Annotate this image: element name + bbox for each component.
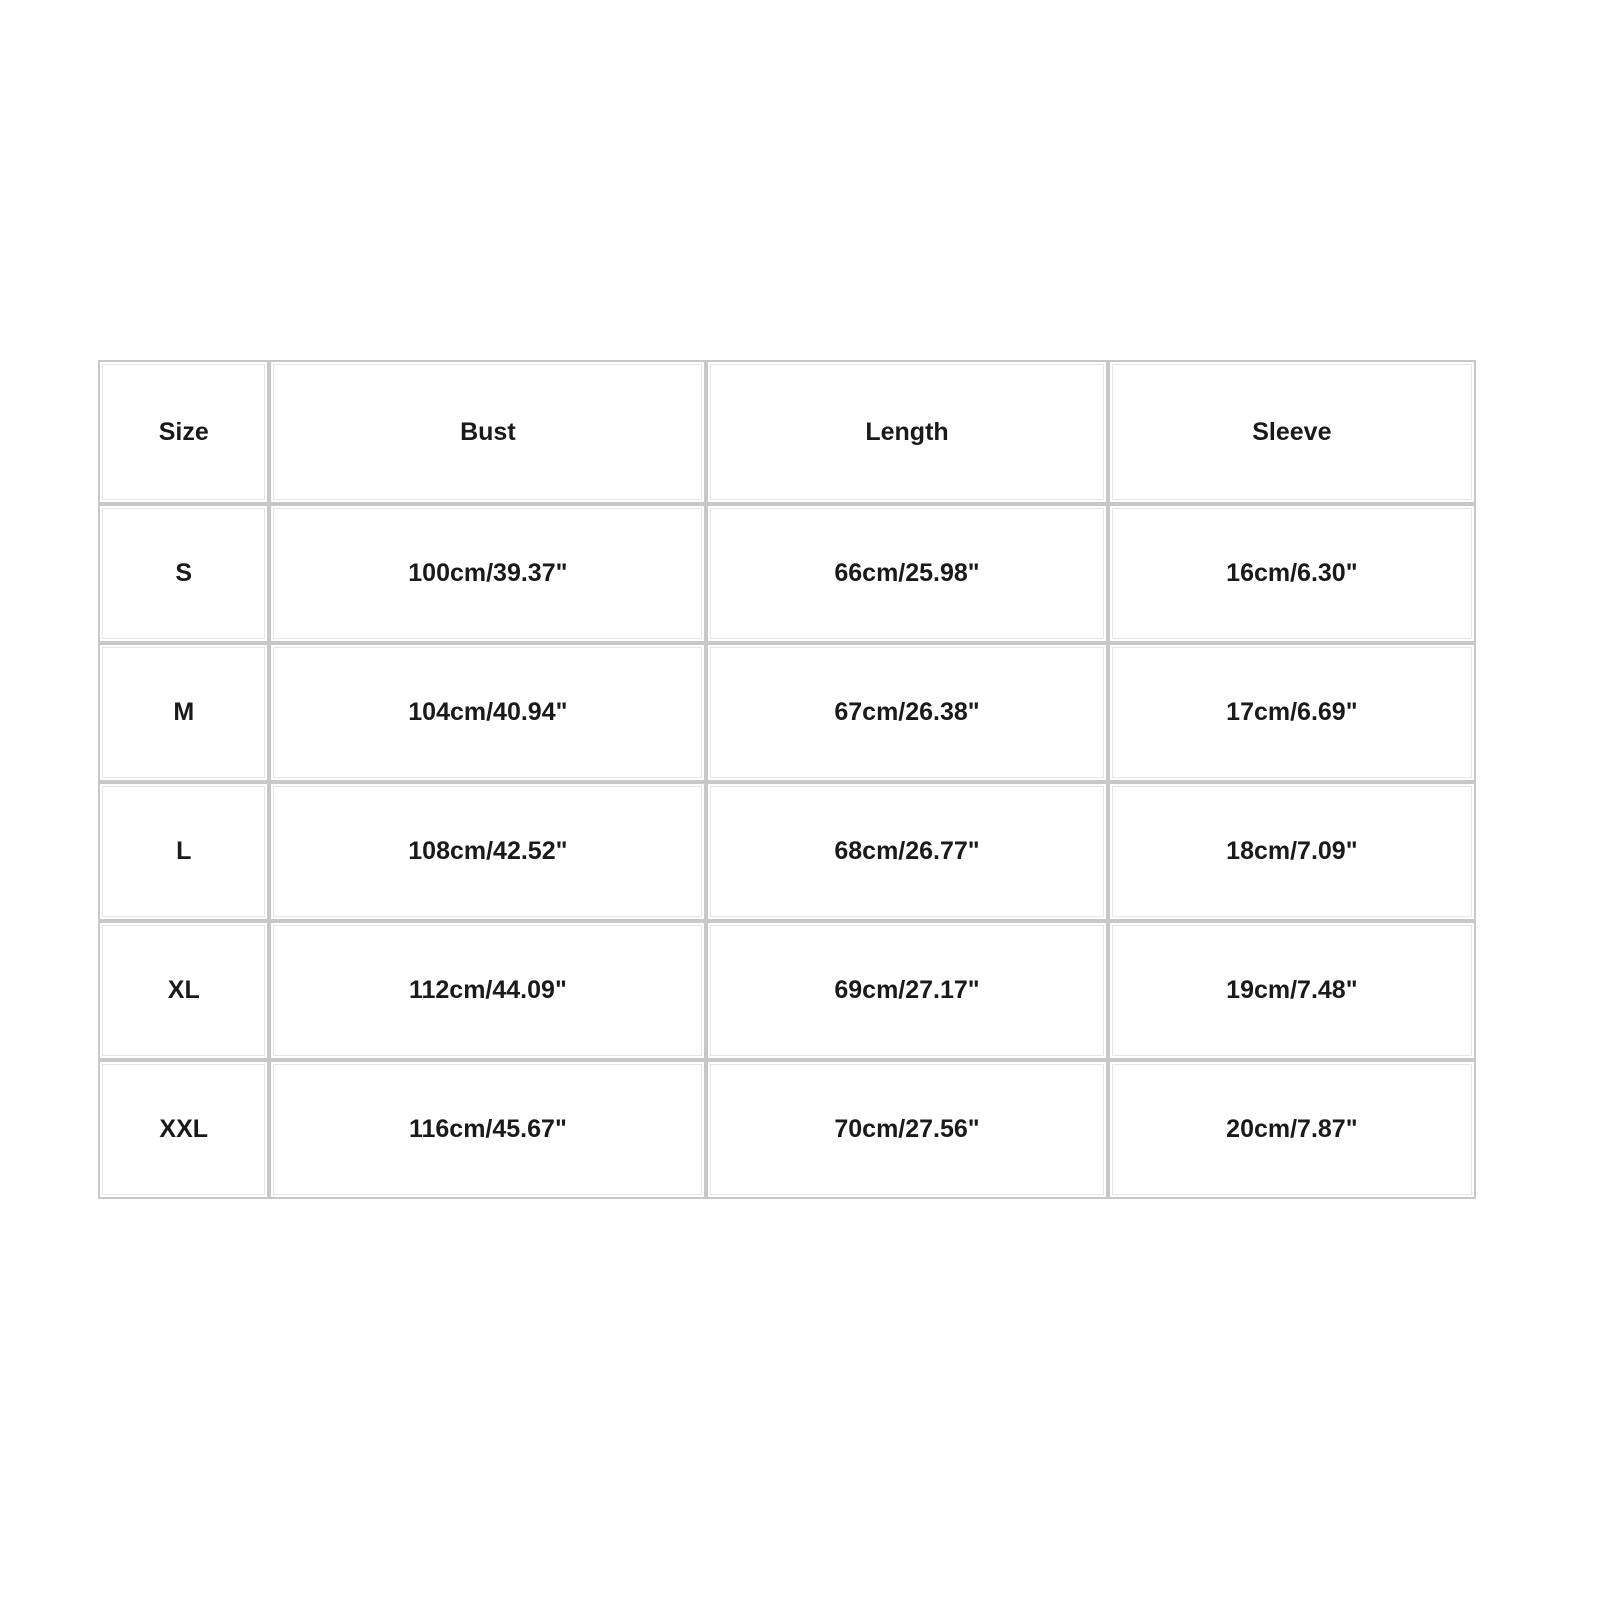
size-chart-table <box>98 360 1476 1199</box>
cell-size: XXL <box>98 1060 269 1199</box>
cell-length: 67cm/26.38" <box>706 643 1107 782</box>
cell-size: L <box>98 782 269 921</box>
cell-sleeve: 17cm/6.69" <box>1108 643 1476 782</box>
cell-bust: 100cm/39.37" <box>269 504 706 643</box>
cell-length: 70cm/27.56" <box>706 1060 1107 1199</box>
header-size: Size <box>98 360 269 504</box>
table-row <box>98 921 1476 1060</box>
header-row <box>98 360 1476 504</box>
cell-size: XL <box>98 921 269 1060</box>
cell-sleeve: 19cm/7.48" <box>1108 921 1476 1060</box>
cell-bust: 116cm/45.67" <box>269 1060 706 1199</box>
table-row <box>98 1060 1476 1199</box>
cell-length: 66cm/25.98" <box>706 504 1107 643</box>
cell-bust: 108cm/42.52" <box>269 782 706 921</box>
cell-bust: 104cm/40.94" <box>269 643 706 782</box>
table-row <box>98 643 1476 782</box>
header-length: Length <box>706 360 1107 504</box>
cell-size: S <box>98 504 269 643</box>
table-row <box>98 782 1476 921</box>
header-sleeve: Sleeve <box>1108 360 1476 504</box>
table-row <box>98 504 1476 643</box>
cell-sleeve: 18cm/7.09" <box>1108 782 1476 921</box>
cell-length: 68cm/26.77" <box>706 782 1107 921</box>
cell-length: 69cm/27.17" <box>706 921 1107 1060</box>
cell-sleeve: 20cm/7.87" <box>1108 1060 1476 1199</box>
cell-sleeve: 16cm/6.30" <box>1108 504 1476 643</box>
header-bust: Bust <box>269 360 706 504</box>
cell-bust: 112cm/44.09" <box>269 921 706 1060</box>
cell-size: M <box>98 643 269 782</box>
